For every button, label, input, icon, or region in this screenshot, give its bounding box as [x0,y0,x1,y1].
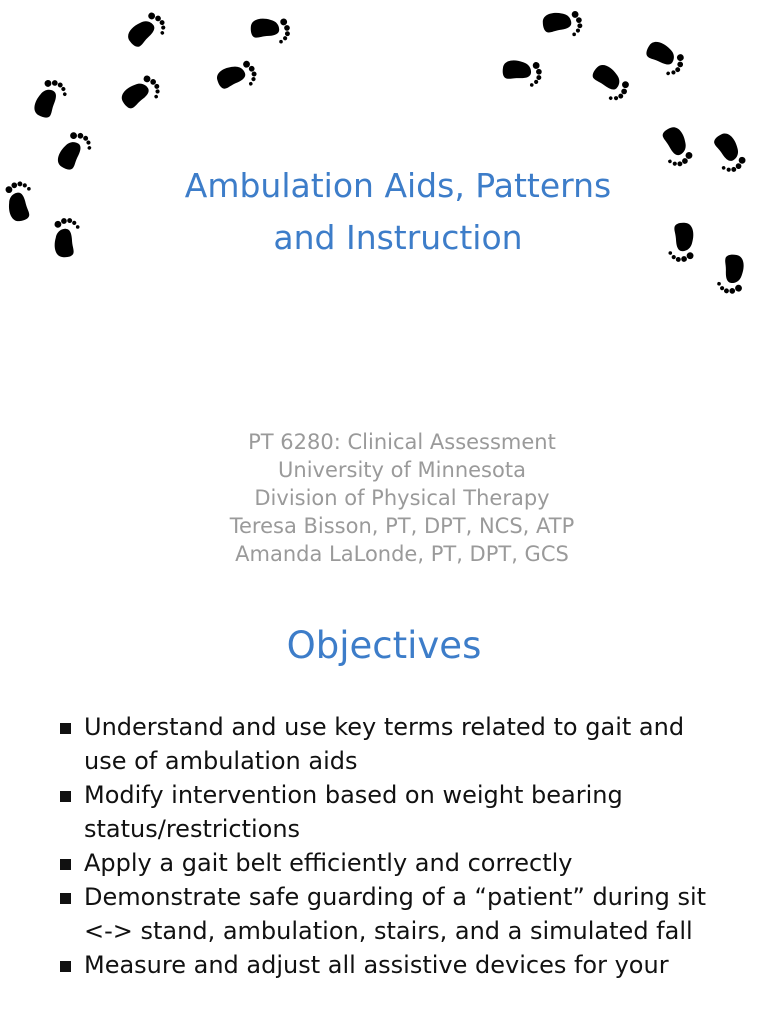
footprint-icon [529,3,587,41]
objective-text: Modify intervention based on weight bearing status/restrictions [84,781,623,843]
objectives-list [58,710,728,982]
slide-subtitle [100,428,704,568]
course-name: PT 6280: Clinical Assessment [248,430,556,454]
footprint-icon [43,211,86,272]
objective-item [58,948,728,982]
square-bullet-icon [60,893,71,904]
objective-text: Apply a gait belt efficiently and correctly [84,849,573,877]
square-bullet-icon [60,859,71,870]
objectives-slide [0,600,768,1024]
footprint-icon [486,46,550,93]
objective-item [58,880,728,948]
footprint-icon [627,22,696,86]
division-name: Division of Physical Therapy [254,486,550,510]
footprint-icon [710,238,757,302]
author-name: Amanda LaLonde, PT, DPT, GCS [235,542,569,566]
author-name: Teresa Bisson, PT, DPT, NCS, ATP [229,514,575,538]
objectives-heading: Objectives [286,624,482,667]
footprint-icon [107,0,176,64]
objective-text: Measure and adjust all assistive devices for your [84,951,669,979]
slide-title [100,160,696,264]
square-bullet-icon [60,961,71,972]
university-name: University of Minnesota [278,458,526,482]
objective-item [58,778,728,846]
footprint-icon [199,50,265,102]
objective-text: Demonstrate safe guarding of a “patient” during sit <-> stand, ambulation, stairs, and a simulated fall [84,883,707,945]
footprint-icon [101,63,170,125]
objective-item [58,846,728,880]
title-line: Ambulation Aids, Patterns [184,166,612,205]
footprint-icon [699,114,758,183]
footprint-icon [235,7,296,50]
title-line: and Instruction [273,218,523,257]
footprint-icon [0,175,39,236]
square-bullet-icon [60,791,71,802]
objective-text: Understand and use key terms related to gait and use of ambulation aids [84,713,685,775]
square-bullet-icon [60,723,71,734]
objective-item [58,710,728,778]
